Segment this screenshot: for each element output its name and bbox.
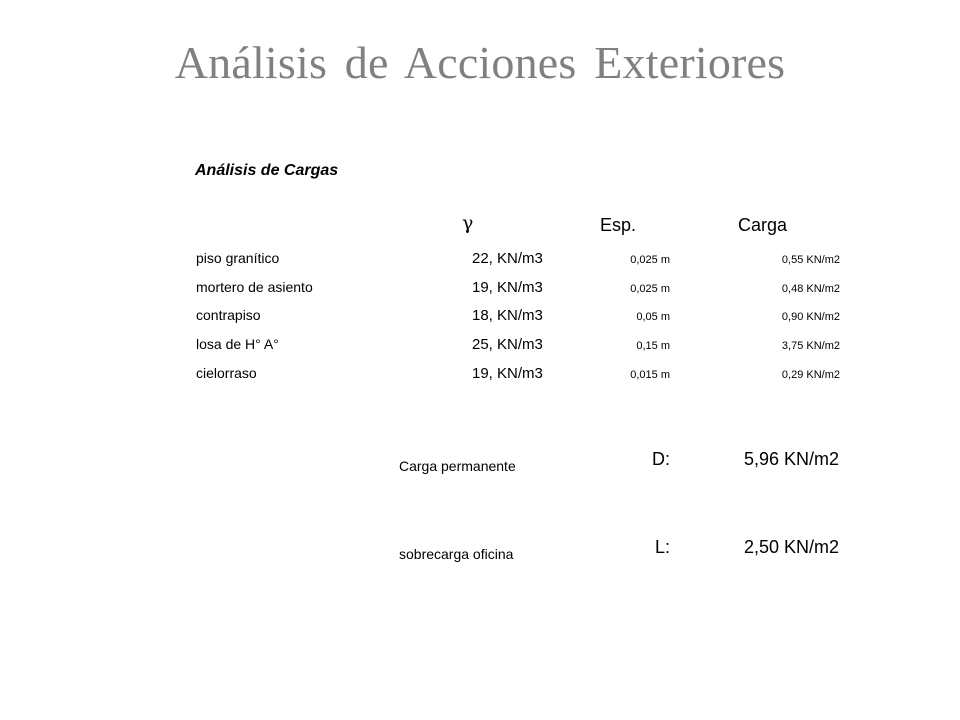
table-row bbox=[0, 250, 960, 274]
row-carga: 0,90 KN/m2 bbox=[781, 311, 840, 323]
total-symbol: D: bbox=[652, 449, 670, 469]
total-row-live bbox=[0, 537, 960, 567]
row-esp: 0,15 m bbox=[636, 340, 670, 352]
row-material: losa de H° A° bbox=[196, 336, 279, 352]
row-carga: 0,55 KN/m2 bbox=[781, 254, 840, 266]
row-esp: 0,025 m bbox=[630, 254, 670, 266]
row-esp: 0,025 m bbox=[630, 283, 670, 295]
table-row bbox=[0, 279, 960, 303]
row-esp: 0,05 m bbox=[636, 311, 670, 323]
header-esp: Esp. bbox=[600, 215, 637, 235]
table-row bbox=[0, 365, 960, 389]
row-esp: 0,015 m bbox=[630, 369, 670, 381]
total-symbol: L: bbox=[654, 537, 670, 557]
total-value: 5,96 KN/m2 bbox=[743, 449, 839, 469]
row-gamma: 22, KN/m3 bbox=[472, 250, 543, 267]
total-label: sobrecarga oficina bbox=[399, 546, 514, 562]
table-row bbox=[0, 336, 960, 360]
row-material: contrapiso bbox=[196, 307, 261, 323]
page-title: Análisis de Acciones Exteriores bbox=[174, 37, 786, 88]
row-material: piso granítico bbox=[196, 250, 280, 266]
row-material: mortero de asiento bbox=[196, 279, 313, 295]
row-gamma: 25, KN/m3 bbox=[472, 336, 543, 353]
row-carga: 3,75 KN/m2 bbox=[781, 340, 840, 352]
row-gamma: 18, KN/m3 bbox=[472, 307, 543, 324]
total-value: 2,50 KN/m2 bbox=[743, 537, 839, 557]
row-carga: 0,48 KN/m2 bbox=[781, 283, 840, 295]
section-subtitle: Análisis de Cargas bbox=[195, 162, 339, 179]
row-material: cielorraso bbox=[196, 365, 257, 381]
header-carga: Carga bbox=[738, 215, 788, 235]
total-label: Carga permanente bbox=[399, 458, 516, 474]
total-row-permanent bbox=[0, 449, 960, 479]
row-carga: 0,29 KN/m2 bbox=[781, 369, 840, 381]
header-gamma: γ bbox=[462, 212, 474, 234]
row-gamma: 19, KN/m3 bbox=[472, 365, 543, 382]
row-gamma: 19, KN/m3 bbox=[472, 279, 543, 296]
table-row bbox=[0, 307, 960, 331]
